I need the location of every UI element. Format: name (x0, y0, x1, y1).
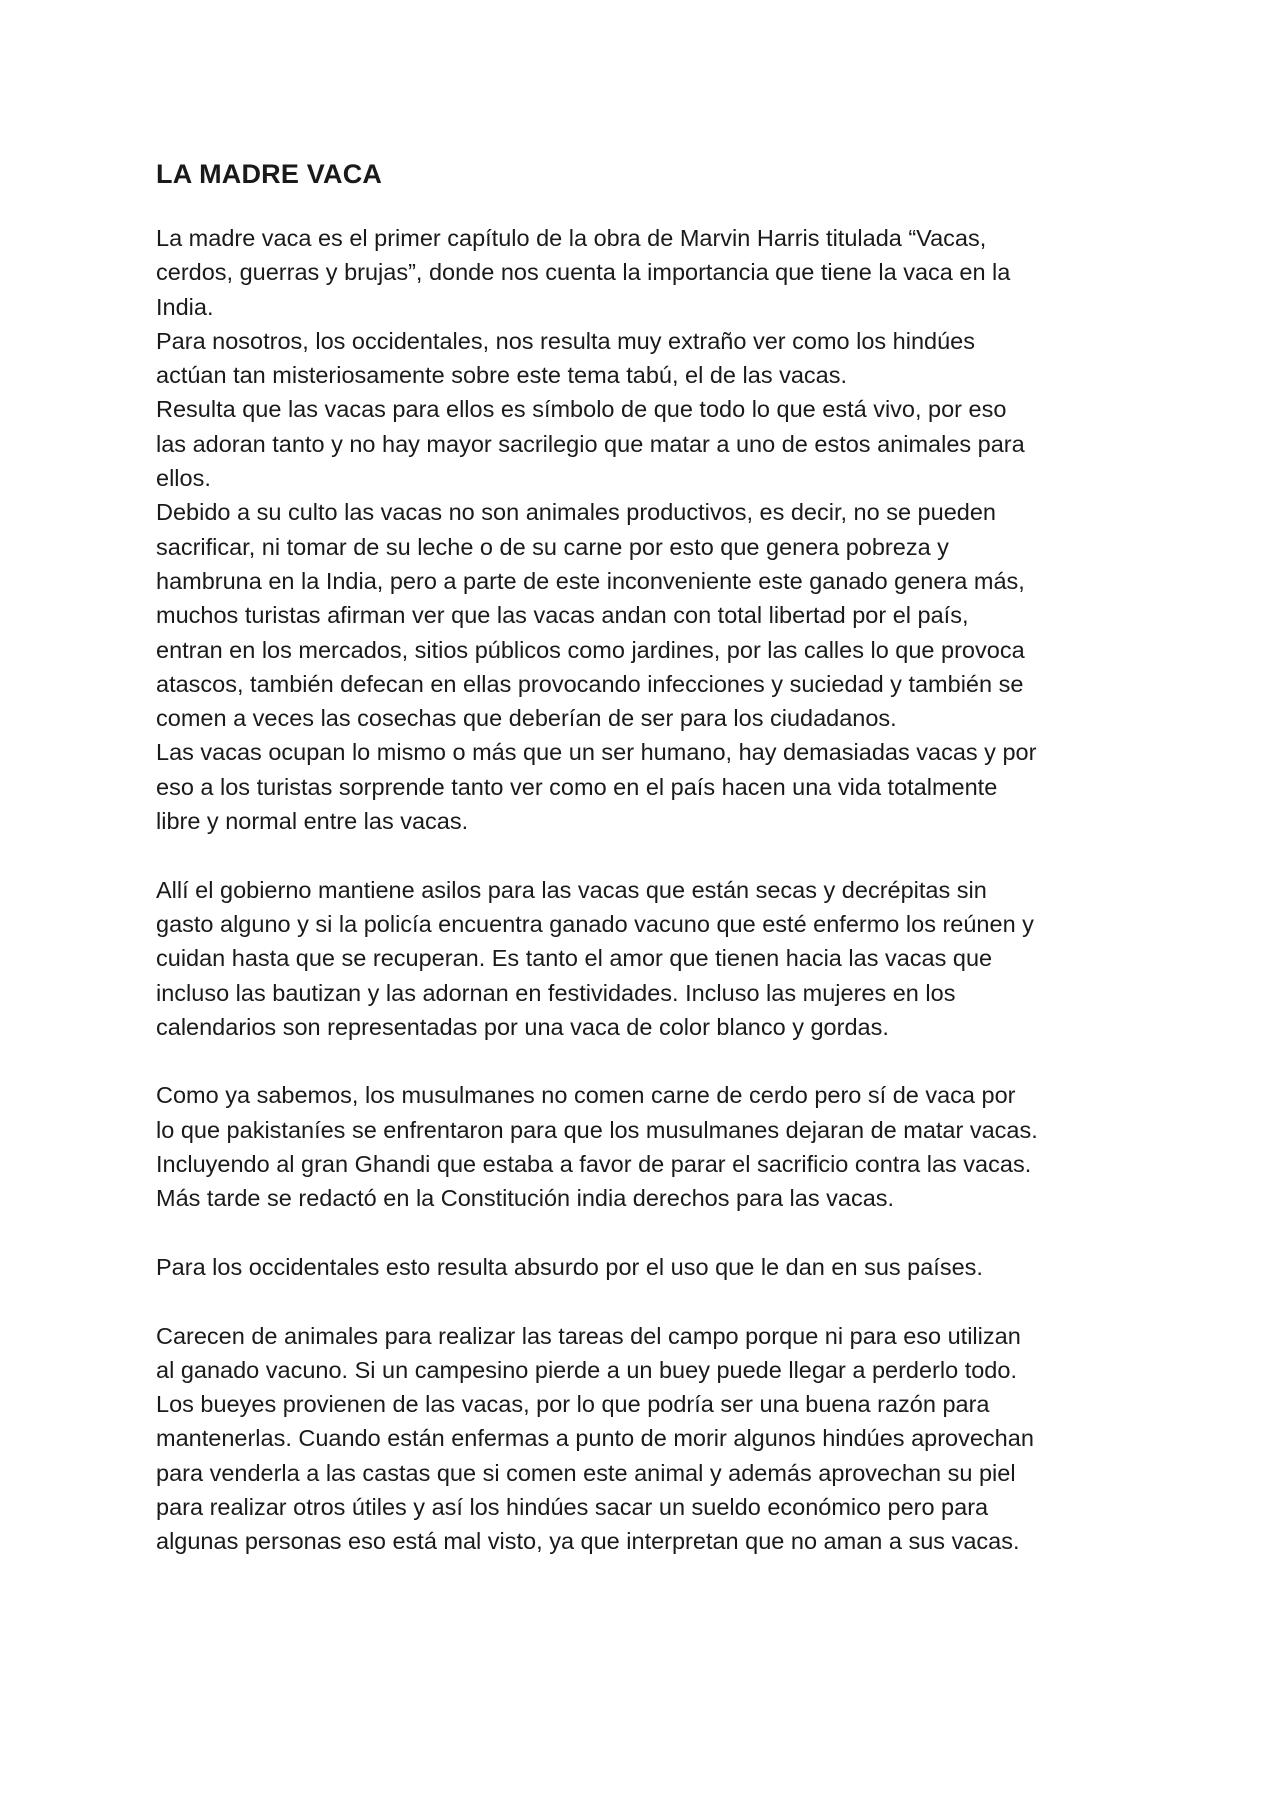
text-line: mantenerlas. Cuando están enfermas a punto de morir algunos hindúes aprovechan (156, 1425, 1034, 1452)
text-line: Debido a su culto las vacas no son animales productivos, es decir, no se pueden (156, 499, 996, 526)
text-line: Más tarde se redactó en la Constitución india derechos para las vacas. (156, 1185, 895, 1212)
text-line: al ganado vacuno. Si un campesino pierde a un buey puede llegar a perderlo todo. (156, 1356, 1017, 1383)
text-line: eso a los turistas sorprende tanto ver como en el país hacen una vida totalmente (156, 773, 998, 800)
text-line: India. (156, 293, 214, 320)
text-line: entran en los mercados, sitios públicos como jardines, por las calles lo que provoca (156, 636, 1025, 663)
paragraph (156, 1250, 1146, 1284)
text-line: Para nosotros, los occidentales, nos resulta muy extraño ver como los hindúes (156, 327, 976, 354)
text-line: cuidan hasta que se recuperan. Es tanto el amor que tienen hacia las vacas que (156, 945, 993, 972)
text-line: calendarios son representadas por una vaca de color blanco y gordas. (156, 1013, 889, 1040)
document-content (156, 157, 1146, 1559)
paragraph (156, 221, 1146, 838)
text-line: para realizar otros útiles y así los hindúes sacar un sueldo económico pero para (156, 1493, 989, 1520)
paragraph (156, 1078, 1146, 1215)
text-line: La madre vaca es el primer capítulo de la obra de Marvin Harris titulada “Vacas, (156, 225, 987, 251)
text-line: actúan tan misteriosamente sobre este tema tabú, el de las vacas. (156, 362, 848, 389)
paragraph (156, 873, 1146, 1044)
text-line: Carecen de animales para realizar las tareas del campo porque ni para eso utilizan (156, 1322, 1021, 1349)
text-line: atascos, también defecan en ellas provocando infecciones y suciedad y también se (156, 670, 1024, 697)
text-line: cerdos, guerras y brujas”, donde nos cuenta la importancia que tiene la vaca en la (156, 259, 1011, 286)
document-title: LA MADRE VACA (156, 159, 383, 189)
text-line: incluso las bautizan y las adornan en festividades. Incluso las mujeres en los (156, 979, 956, 1006)
text-line: sacrificar, ni tomar de su leche o de su carne por esto que genera pobreza y (156, 533, 949, 560)
text-line: las adoran tanto y no hay mayor sacrilegio que matar a uno de estos animales para (156, 430, 1025, 457)
text-line: comen a veces las cosechas que deberían de ser para los ciudadanos. (156, 705, 897, 732)
paragraph-gap (156, 1044, 1146, 1078)
text-line: Allí el gobierno mantiene asilos para las vacas que están secas y decrépitas sin (156, 876, 987, 903)
text-line: gasto alguno y si la policía encuentra ganado vacuno que esté enfermo los reúnen y (156, 910, 1034, 937)
text-line: Para los occidentales esto resulta absurdo por el uso que le dan en sus países. (156, 1253, 983, 1280)
text-line: Las vacas ocupan lo mismo o más que un ser humano, hay demasiadas vacas y por (156, 739, 1037, 766)
text-line: algunas personas eso está mal visto, ya que interpretan que no aman a sus vacas. (156, 1528, 1020, 1555)
text-line: para venderla a las castas que si comen este animal y además aprovechan su piel (156, 1459, 1016, 1486)
text-line: hambruna en la India, pero a parte de este inconveniente este ganado genera más, (156, 567, 1025, 594)
paragraph (156, 1319, 1146, 1559)
text-line: Como ya sabemos, los musulmanes no comen carne de cerdo pero sí de vaca por (156, 1082, 1016, 1109)
text-line: muchos turistas afirman ver que las vacas andan con total libertad por el país, (156, 602, 969, 629)
text-line: Incluyendo al gran Ghandi que estaba a favor de parar el sacrificio contra las vacas. (156, 1151, 1032, 1178)
text-line: Resulta que las vacas para ellos es símbolo de que todo lo que está vivo, por eso (156, 396, 1007, 423)
paragraph-gap (156, 1216, 1146, 1250)
document-body (156, 221, 1146, 1559)
paragraph-gap (156, 838, 1146, 872)
paragraph-gap (156, 1284, 1146, 1318)
text-line: lo que pakistaníes se enfrentaron para que los musulmanes dejaran de matar vacas. (156, 1116, 1038, 1143)
text-line: libre y normal entre las vacas. (156, 808, 469, 835)
text-line: ellos. (156, 465, 211, 492)
text-line: Los bueyes provienen de las vacas, por lo que podría ser una buena razón para (156, 1391, 990, 1418)
